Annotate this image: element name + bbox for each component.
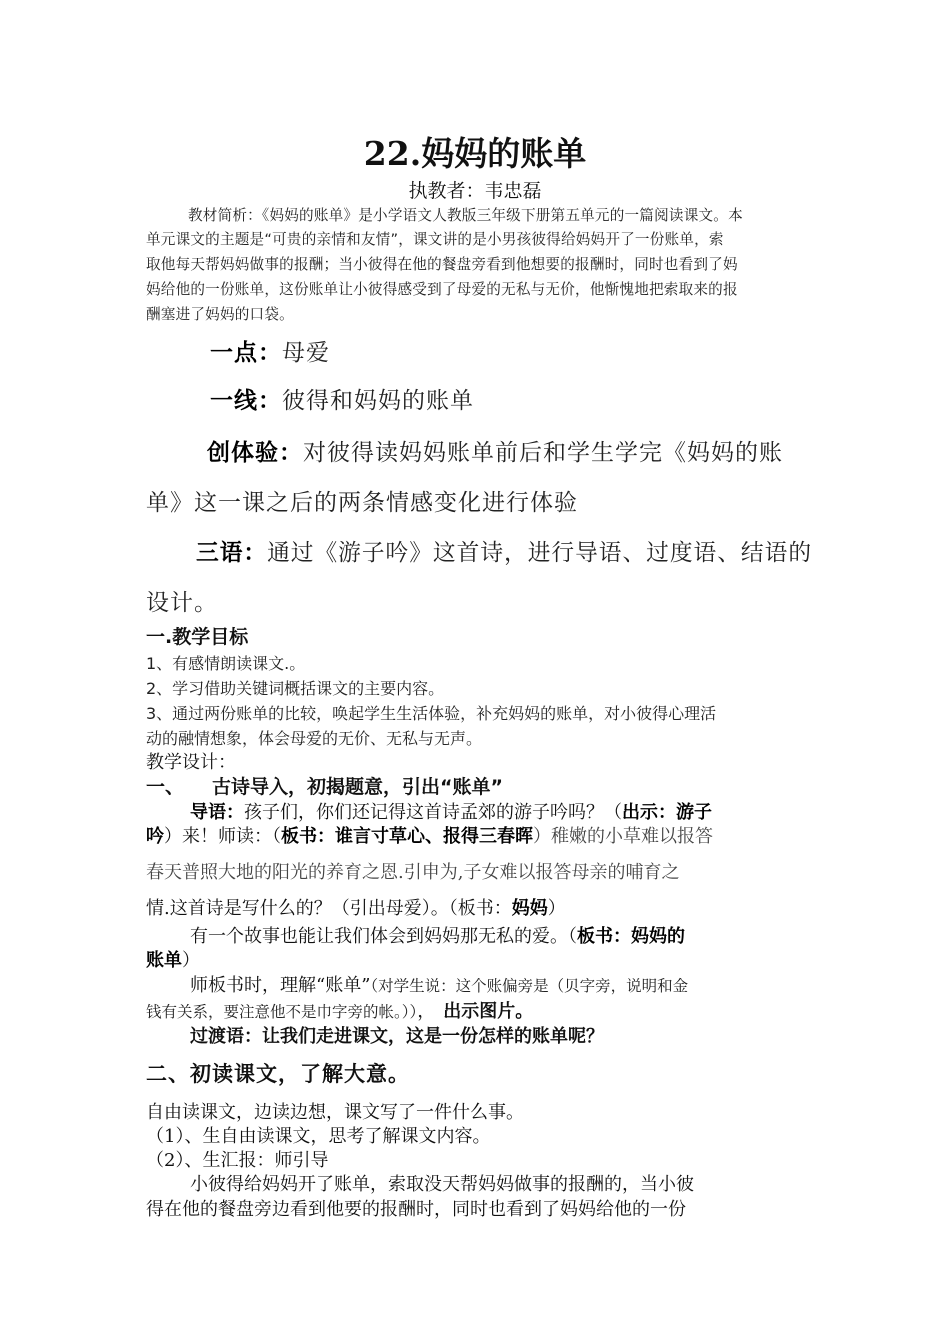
show-poem-label: 出示：游子: [622, 802, 712, 823]
paren-close: ）: [547, 898, 566, 919]
intro-line-1: 教材简析：《妈妈的账单》是小学语文人教版三年级下册第五单元的一篇阅读课文。本: [188, 207, 743, 224]
poem-explain-line-3: [146, 894, 566, 920]
goal-item: 2、学习借助关键词概括课文的主要内容。: [146, 679, 445, 698]
intro-speech-line-2: [146, 822, 713, 848]
goal-item: 1、有感情朗读课文.。: [146, 654, 306, 673]
bill-explain-line-1: [190, 971, 688, 997]
board-writing-mom: 妈妈: [511, 898, 548, 919]
point-experience-label: 创体验：: [207, 440, 303, 466]
paren-close: ）: [182, 950, 200, 971]
section-one-number: 一、: [146, 776, 185, 798]
poem-question-text: 情.这首诗是写什么的？（引出母爱）。（板书：: [146, 898, 512, 919]
intro-speech-label: 导语：: [190, 802, 244, 823]
reading-line-1: 自由读课文，边读边想，课文写了一件什么事。: [146, 1102, 524, 1123]
story-line-1: [190, 922, 685, 948]
point-line-label: 一线：: [210, 388, 282, 414]
intro-line-5: 酬塞进了妈妈的口袋。: [146, 306, 294, 323]
section-one-heading: [146, 772, 503, 799]
intro-speech-text: 孩子们，你们还记得这首诗孟郊的游子吟吗？（: [244, 802, 622, 823]
bill-explain-note-cont: 钱有关系，要注意他不是巾字旁的帐。））: [146, 1003, 418, 1021]
point-line-text: 彼得和妈妈的账单: [282, 388, 474, 414]
story-line-2: [146, 946, 200, 972]
reading-line-2: （1）、生自由读课文，思考了解课文内容。: [146, 1126, 491, 1147]
comma: ，: [417, 1001, 436, 1022]
point-one-text: 母爱: [282, 340, 330, 366]
board-writing-poem: 板书：谁言寸草心、报得三春晖: [281, 826, 533, 847]
bill-explain-line-2: [146, 997, 533, 1023]
story-text: 有一个故事也能让我们体会到妈妈那无私的爱。（: [190, 926, 577, 947]
poem-explain-text: ）稚嫩的小草难以报答: [533, 826, 713, 847]
board-writing-bill-cont: 账单: [146, 950, 182, 971]
reading-line-5: 得在他的餐盘旁边看到他要的报酬时，同时也看到了妈妈给他的一份: [146, 1199, 686, 1220]
point-line: [210, 382, 474, 415]
section-two-heading: 二、初读课文，了解大意。: [146, 1062, 410, 1086]
point-three-language: [196, 534, 812, 567]
design-heading: 教学设计：: [146, 752, 236, 773]
bill-explain-note: （对学生说：这个账偏旁是（贝字旁，说明和金: [370, 977, 689, 995]
goal-item: 3、通过两份账单的比较，唤起学生生活体验，补充妈妈的账单，对小彼得心理活: [146, 704, 717, 723]
point-experience: [207, 434, 783, 467]
point-experience-text: 对彼得读妈妈账单前后和学生学完《妈妈的账: [303, 440, 783, 466]
show-poem-label-cont: 吟: [146, 826, 164, 847]
reading-line-4: 小彼得给妈妈开了账单，索取没天帮妈妈做事的报酬的，当小彼: [190, 1174, 694, 1195]
point-three-language-label: 三语：: [196, 540, 268, 566]
intro-line-3: 取他每天帮妈妈做事的报酬；当小彼得在他的餐盘旁看到他想要的报酬时，同时也看到了妈: [146, 256, 738, 273]
poem-explain-line-2: 春天普照大地的阳光的养育之恩.引申为,子女难以报答母亲的哺育之: [146, 862, 680, 883]
reading-line-3: （2）、生汇报：师引导: [146, 1150, 329, 1171]
point-experience-cont: 单》这一课之后的两条情感变化进行体验: [146, 490, 578, 516]
goals-heading: 一.教学目标: [146, 626, 249, 648]
point-one-label: 一点：: [210, 340, 282, 366]
bill-explain-text: 师板书时，理解“账单”: [190, 975, 371, 996]
point-three-language-text: 通过《游子吟》这首诗，进行导语、过度语、结语的: [267, 540, 813, 566]
intro-speech-line-1: [190, 798, 712, 824]
intro-line-2: 单元课文的主题是“可贵的亲情和友情”，课文讲的是小男孩彼得给妈妈开了一份账单，索: [146, 231, 724, 248]
author-line: 执教者：韦忠磊: [408, 180, 542, 202]
point-three-language-cont: 设计。: [146, 590, 218, 616]
point-one: [210, 334, 330, 367]
section-one-title: 古诗导入，初揭题意，引出“账单”: [212, 776, 503, 798]
teacher-read-text: ）来！师读：（: [164, 826, 281, 847]
goal-item: 动的融情想象，体会母爱的无价、无私与无声。: [146, 729, 483, 748]
transition-speech: 过渡语：让我们走进课文，这是一份怎样的账单呢？: [190, 1026, 604, 1047]
show-picture-label: 出示图片。: [443, 1001, 534, 1022]
intro-line-4: 妈给他的一份账单，这份账单让小彼得感受到了母爱的无私与无价，他惭愧地把索取来的报: [146, 281, 738, 298]
board-writing-bill: 板书：妈妈的: [577, 926, 685, 947]
page-title: 22.妈妈的账单: [363, 134, 587, 173]
